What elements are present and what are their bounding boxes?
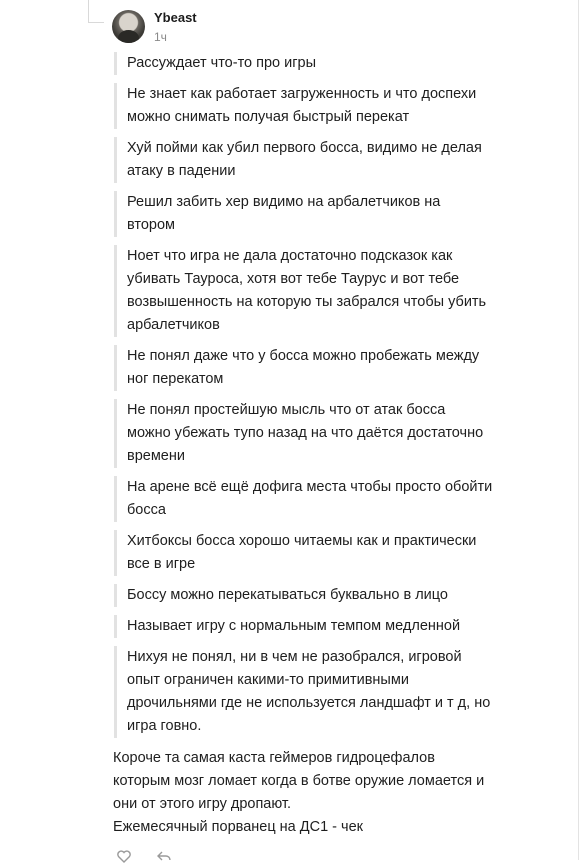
quote-block: Ноет что игра не дала достаточно подсказок как убивать Тауроса, хотя вот тебе Таурус и вот тебе возвышенность на которую ты забрался чтобы убить арбалетчиков: [114, 245, 534, 337]
thread-connector-branch: [88, 22, 104, 23]
comment-action-bar: [116, 848, 172, 864]
author-block: [154, 10, 197, 44]
heart-icon[interactable]: [116, 848, 132, 864]
comment-timestamp[interactable]: 1ч: [154, 30, 167, 44]
quote-block: Нихуя не понял, ни в чем не разобрался, игровой опыт ограничен какими-то примитивными дрочильнями где не используется ландшафт и т д, но игра говно.: [114, 646, 534, 738]
quote-block: Не понял простейшую мысль что от атак босса можно убежать тупо назад на что даётся достаточно времени: [114, 399, 534, 468]
quote-list: [114, 52, 534, 746]
quote-block: Боссу можно перекатываться буквально в лицо: [114, 584, 534, 607]
quote-block: Хуй пойми как убил первого босса, видимо не делая атаку в падении: [114, 137, 534, 183]
comment-header: [112, 10, 197, 44]
quote-block: Рассуждает что-то про игры: [114, 52, 534, 75]
quote-block: Решил забить хер видимо на арбалетчиков на втором: [114, 191, 534, 237]
quote-block: Называет игру с нормальным темпом медленной: [114, 615, 534, 638]
quote-block: Не понял даже что у босса можно пробежать между ног перекатом: [114, 345, 534, 391]
quote-block: На арене всё ещё дофига места чтобы просто обойти босса: [114, 476, 534, 522]
thread-connector-line: [88, 0, 89, 22]
quote-block: Хитбоксы босса хорошо читаемы как и практически все в игре: [114, 530, 534, 576]
comment-summary-text: Короче та самая каста геймеров гидроцефалов которым мозг ломает когда в ботве оружие ломается и они от этого игру дропают. Ежемесячный порванец на ДС1 - чек: [113, 750, 485, 835]
author-name[interactable]: Ybeast: [154, 10, 197, 25]
quote-block: Не знает как работает загруженность и что доспехи можно снимать получая быстрый перекат: [114, 83, 534, 129]
avatar[interactable]: [112, 10, 145, 43]
reply-icon[interactable]: [156, 848, 172, 864]
